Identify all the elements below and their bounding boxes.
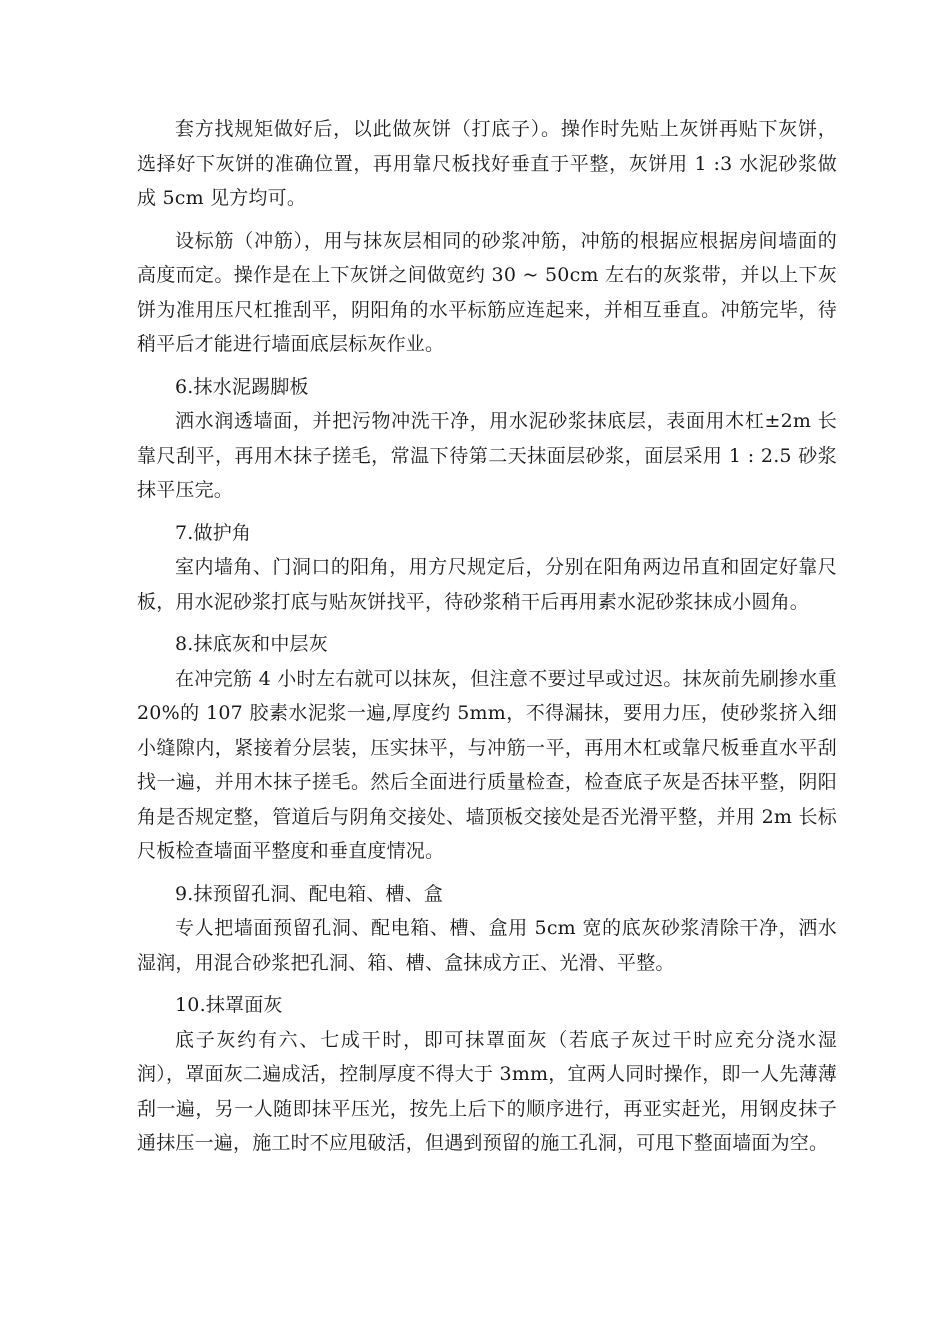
section-body-skirting: 洒水润透墙面，并把污物冲洗干净，用水泥砂浆抹底层，表面用木杠±2m 长靠尺刮平，再用木抹子搓毛，常温下待第二天抹面层砂浆，面层采用 1 : 2.5 砂浆抹平压完。 [137, 410, 837, 501]
section-body-openings: 专人把墙面预留孔洞、配电箱、槽、盒用 5cm 宽的底灰砂浆清除干净，洒水湿润，用混合砂浆把孔洞、箱、槽、盒抹成方正、光滑、平整。 [137, 917, 837, 974]
section-body-base-coat: 在冲完筋 4 小时左右就可以抹灰，但注意不要过早或过迟。抹灰前先刷掺水重 20%的 107 胶素水泥浆一遍,厚度约 5mm，不得漏抹，要用力压，使砂浆挤入细小缝隙内，紧接着分层装，压实抹平，与冲筋一平，再用木杠或靠尺板垂直水平刮找一遍，并用木抹子搓毛。然后全面进行质量检查，检查底子灰是否抹平整，阴阳角是否规定整，管道后与阴角交接处、墙顶板交接处是否光滑平整，并用 2m 长标尺板检查墙面平整度和垂直度情况。 [137, 667, 837, 862]
paragraph-grey-cake: 套方找规矩做好后，以此做灰饼（打底子）。操作时先贴上灰饼再贴下灰饼，选择好下灰饼的准确位置，再用靠尺板找好垂直于平整，灰饼用 1 :3 水泥砂浆做成 5cm 见方均可。 [137, 118, 837, 209]
section-body-corner-guard: 室内墙角、门洞口的阳角，用方尺规定后，分别在阳角两边吊直和固定好靠尺板，用水泥砂浆打底与贴灰饼找平，待砂浆稍干后再用素水泥砂浆抹成小圆角。 [137, 556, 837, 613]
section-heading-base-coat: 8.抹底灰和中层灰 [175, 633, 328, 655]
paragraph-screed-strip: 设标筋（冲筋），用与抹灰层相同的砂浆冲筋，冲筋的根据应根据房间墙面的高度而定。操作是在上下灰饼之间做宽约 30 ~ 50cm 左右的灰浆带，并以上下灰饼为准用压尺杠推刮平，阴阳角的水平标筋应连起来，并相互垂直。冲筋完毕，待稍平后才能进行墙面底层标灰作业。 [137, 229, 837, 355]
section-body-finish-coat: 底子灰约有六、七成干时，即可抹罩面灰（若底子灰过干时应充分浇水湿润），罩面灰二遍成活，控制厚度不得大于 3mm，宜两人同时操作，即一人先薄薄刮一遍，另一人随即抹平压光，按先上后下的顺序进行，再亚实赶光，用钢皮抹子通抹压一遍，施工时不应甩破活，但遇到预留的施工孔洞，可甩下整面墙面为空。 [137, 1028, 837, 1154]
document-page [137, 112, 837, 1169]
section-heading-openings: 9.抹预留孔洞、配电箱、槽、盒 [175, 882, 444, 905]
section-heading-skirting: 6.抹水泥踢脚板 [175, 375, 309, 398]
section-heading-corner-guard: 7.做护角 [175, 521, 252, 544]
section-heading-finish-coat: 10.抹罩面灰 [175, 994, 283, 1016]
